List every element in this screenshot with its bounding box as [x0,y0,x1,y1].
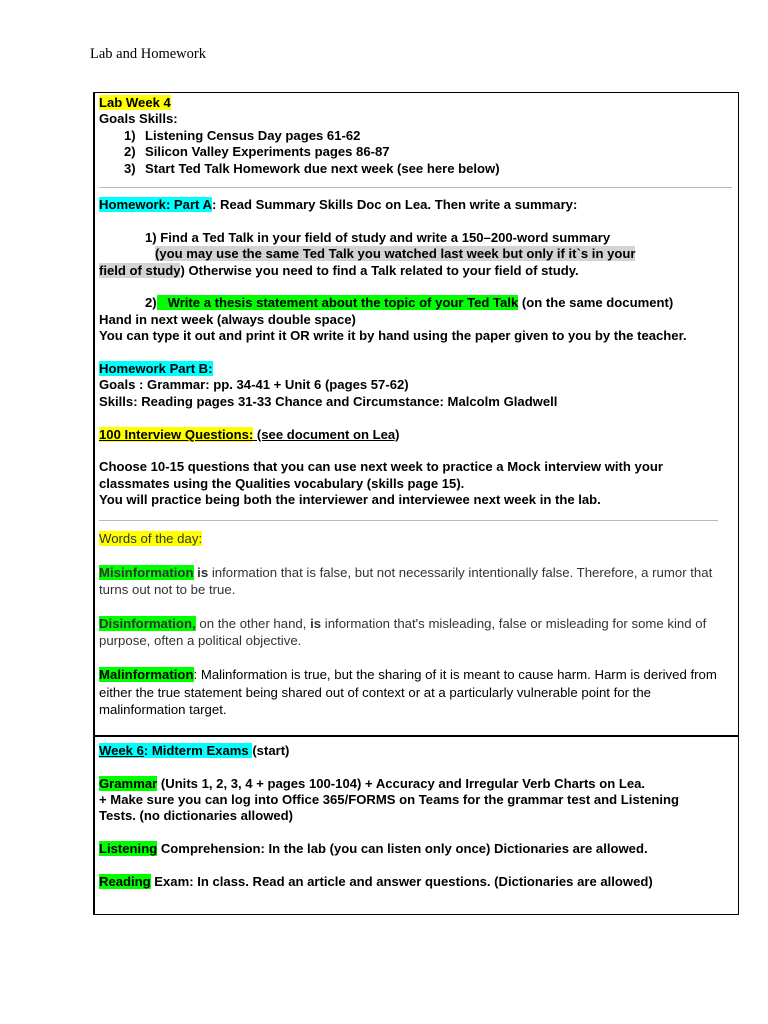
divider [99,187,732,188]
divider [99,520,718,521]
words-of-day-heading: Words of the day: [99,530,203,546]
malinformation-definition: Malinformation: Malinformation is true, but the sharing of it is meant to cause harm. Harm is derived from either the true statement being shared out of context or at a particularly vulnerable point for the malinformation target. [99,667,717,718]
homework-a-item1: 1) Find a Ted Talk in your field of study and write a 150–200-word summary [145,229,611,245]
homework-b-skills: Skills: Reading pages 31-33 Chance and Circumstance: Malcolm Gladwell [99,393,558,409]
homework-a-item2: 2) Write a thesis statement about the topic of your Ted Talk (on the same document) [145,295,674,311]
reading-exam: Reading Exam: In class. Read an article and answer questions. (Dictionaries are allowed) [99,874,653,890]
goals-label: Goals Skills: [99,111,178,127]
listening-exam: Listening Comprehension: In the lab (you can listen only once) Dictionaries are allowed. [99,841,648,857]
list-item: 1) Listening Census Day pages 61-62 [124,127,361,143]
interview-choose: Choose 10-15 questions that you can use next week to practice a Mock interview with your classmates using the Qualities vocabulary (skills page 15). [99,459,663,491]
list-item: 3) Start Ted Talk Homework due next week (see here below) [124,160,500,176]
goals-list [99,128,732,177]
hand-in-text: Hand in next week (always double space) [99,311,356,327]
document-content: Lab Week 4 Goals Skills: 1) Listening Census Day pages 61-62 2) Silicon Valley Experiments pages 86-87 3) Start Ted Talk Homework due next week (see here below) Homework: Part A: Read Summary Skills Doc on Lea. Then write a summary: 1) Find a Ted Talk in your field of study and write a 150–200-word summary (you may use the same Ted Talk you watched last week but only if it`s in your field of study) Otherwise you need to find a Talk related to your field of study. 2) Write a thesis statement about the topic of your Ted Talk (on the same document) Hand in next week (always double space) You can type it out and print it OR write it by hand using the paper given to you by the teacher. Homework Part B: Goals : Grammar: pp. 34-41 + Unit 6 (pages 57-62) Skills: Reading pages 31-33 Chance and Circumstance: Malcolm Gladwell 100 Interview Questions: (see document on Lea) Choose 10-15 questions that you can use next week to practice a Mock interview with your classmates using the Qualities vocabulary (skills page 15). You will practice being both the interviewer and interviewee next week in the lab. Words of the day: Misinformation is information that is false, but not necessarily intentionally false. Therefore, a rumor that turns out not to be true. Disinformation, on the other hand, is information that's misleading, false or misleading for some kind of purpose, often a political objective. Malinformation: Malinformation is true, but the sharing of it is meant to cause harm. Harm is derived from either the true statement being shared out of context or at a particularly vulnerable point for the malinformation target. Week 6: Midterm Exams (start) Grammar (Units 1, 2, 3, 4 + pages 100-104) + Accuracy and Irregular Verb Charts on Lea. + Make sure you can log into Office 365/FORMS on Teams for the grammar test and Listening Tests. (no dictionaries allowed) Listening Comprehension: In the lab (you can listen only once) Dictionaries are allowed. Reading Exam: In class. Read an article and answer questions. (Dictionaries are allowed) [99,95,732,890]
lab-week-title: Lab Week 4 [99,95,171,110]
document-box [93,92,739,915]
page-header: Lab and Homework [90,46,206,62]
section-divider [95,735,738,737]
interview-practice: You will practice being both the interviewer and interviewee next week in the lab. [99,492,601,508]
homework-a-item1-note: (you may use the same Ted Talk you watched last week but only if it`s in your [155,246,636,262]
type-it-text: You can type it out and print it OR write it by hand using the paper given to you by the teacher. [99,328,687,344]
homework-b-heading: Homework Part B: [99,361,213,377]
list-item: 2) Silicon Valley Experiments pages 86-87 [124,144,390,160]
homework-a-heading: Homework: Part A: Read Summary Skills Doc on Lea. Then write a summary: [99,197,578,213]
disinformation-definition: Disinformation, on the other hand, is information that's misleading, false or misleading for some kind of purpose, often a political objective. [99,615,707,649]
week6-heading: Week 6: Midterm Exams (start) [99,742,290,758]
homework-b-goals: Goals : Grammar: pp. 34-41 + Unit 6 (pages 57-62) [99,377,409,393]
misinformation-definition: Misinformation is information that is false, but not necessarily intentionally false. Therefore, a rumor that turns out not to be true. [99,564,713,598]
interview-heading: 100 Interview Questions: (see document on Lea) [99,426,400,442]
grammar-exam: Grammar (Units 1, 2, 3, 4 + pages 100-104) + Accuracy and Irregular Verb Charts on Lea. [99,775,646,791]
office-note: + Make sure you can log into Office 365/FORMS on Teams for the grammar test and Listening Tests. (no dictionaries allowed) [99,792,680,824]
